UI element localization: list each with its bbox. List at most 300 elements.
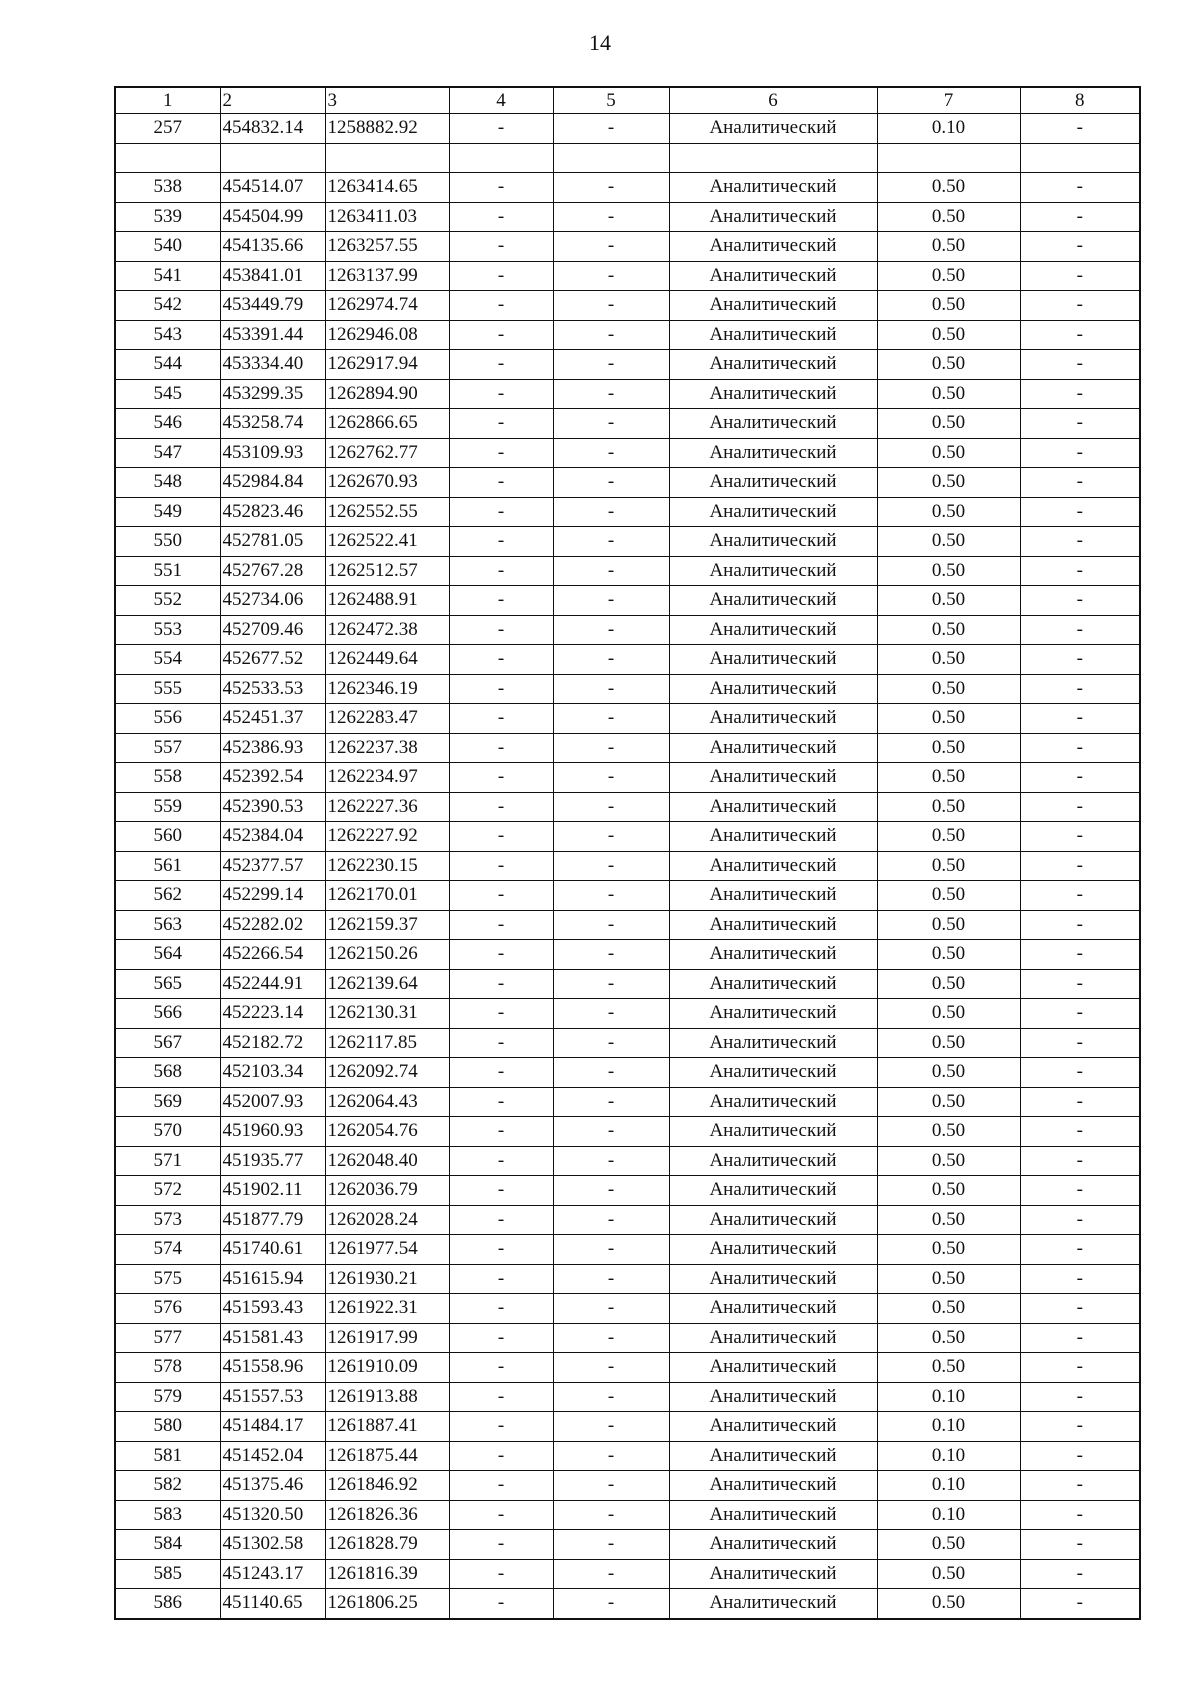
table-cell: - bbox=[449, 320, 553, 350]
table-cell: - bbox=[553, 792, 669, 822]
table-cell: 451902.11 bbox=[220, 1176, 325, 1206]
table-cell: - bbox=[449, 202, 553, 232]
table-cell: 452451.37 bbox=[220, 704, 325, 734]
table-row bbox=[115, 704, 1140, 734]
table-cell: 1262946.08 bbox=[325, 320, 449, 350]
table-row bbox=[115, 1176, 1140, 1206]
table-cell: 454504.99 bbox=[220, 202, 325, 232]
table-cell: - bbox=[1020, 674, 1140, 704]
table-cell: 579 bbox=[115, 1382, 220, 1412]
table-cell: 1262552.55 bbox=[325, 497, 449, 527]
table-cell: 1262522.41 bbox=[325, 527, 449, 557]
table-cell: - bbox=[553, 851, 669, 881]
table-cell: - bbox=[1020, 438, 1140, 468]
table-cell bbox=[220, 143, 325, 173]
table-cell: - bbox=[1020, 1471, 1140, 1501]
table-row bbox=[115, 143, 1140, 173]
table-cell: - bbox=[1020, 1117, 1140, 1147]
table-cell: 0.50 bbox=[877, 1058, 1020, 1088]
table-cell: - bbox=[553, 202, 669, 232]
table-cell: - bbox=[553, 379, 669, 409]
table-cell: - bbox=[449, 1176, 553, 1206]
table-cell: Аналитический bbox=[669, 173, 877, 203]
table-cell: 1262150.26 bbox=[325, 940, 449, 970]
table-cell: 1261977.54 bbox=[325, 1235, 449, 1265]
table-cell: Аналитический bbox=[669, 1471, 877, 1501]
table-cell: 451935.77 bbox=[220, 1146, 325, 1176]
table-row bbox=[115, 1117, 1140, 1147]
table-cell: - bbox=[1020, 291, 1140, 321]
table-cell: Аналитический bbox=[669, 1382, 877, 1412]
table-cell: 452781.05 bbox=[220, 527, 325, 557]
table-cell: 451960.93 bbox=[220, 1117, 325, 1147]
table-cell: - bbox=[553, 940, 669, 970]
table-cell: - bbox=[1020, 114, 1140, 144]
table-cell: 0.10 bbox=[877, 1500, 1020, 1530]
table-cell: 452182.72 bbox=[220, 1028, 325, 1058]
table-cell: - bbox=[1020, 1441, 1140, 1471]
table-cell: - bbox=[553, 586, 669, 616]
table-cell: 1262230.15 bbox=[325, 851, 449, 881]
table-cell: 546 bbox=[115, 409, 220, 439]
table-cell: 453334.40 bbox=[220, 350, 325, 380]
table-cell: - bbox=[1020, 586, 1140, 616]
table-row bbox=[115, 261, 1140, 291]
table-cell: - bbox=[1020, 497, 1140, 527]
table-cell: Аналитический bbox=[669, 1500, 877, 1530]
table-cell: - bbox=[553, 733, 669, 763]
table-row bbox=[115, 291, 1140, 321]
table-cell: 581 bbox=[115, 1441, 220, 1471]
table-cell: 538 bbox=[115, 173, 220, 203]
table-cell: - bbox=[1020, 763, 1140, 793]
table-cell: 452533.53 bbox=[220, 674, 325, 704]
table-cell: - bbox=[449, 1205, 553, 1235]
table-cell: 454832.14 bbox=[220, 114, 325, 144]
table-cell: 452734.06 bbox=[220, 586, 325, 616]
table-cell: 1261816.39 bbox=[325, 1559, 449, 1589]
table-row bbox=[115, 969, 1140, 999]
table-cell: 541 bbox=[115, 261, 220, 291]
table-cell: 575 bbox=[115, 1264, 220, 1294]
table-cell: - bbox=[449, 1087, 553, 1117]
table-cell: 577 bbox=[115, 1323, 220, 1353]
table-cell: - bbox=[1020, 969, 1140, 999]
table-body bbox=[115, 114, 1140, 1619]
table-cell: 452377.57 bbox=[220, 851, 325, 881]
table-cell: 1263411.03 bbox=[325, 202, 449, 232]
table-cell: 570 bbox=[115, 1117, 220, 1147]
table-cell: 1263257.55 bbox=[325, 232, 449, 262]
table-cell: 564 bbox=[115, 940, 220, 970]
table-cell: 451558.96 bbox=[220, 1353, 325, 1383]
table-cell: 0.50 bbox=[877, 468, 1020, 498]
table-cell: - bbox=[1020, 1500, 1140, 1530]
table-cell: - bbox=[1020, 1235, 1140, 1265]
table-cell: - bbox=[1020, 1264, 1140, 1294]
table-cell: 0.50 bbox=[877, 969, 1020, 999]
table-cell: 452244.91 bbox=[220, 969, 325, 999]
table-cell: 0.50 bbox=[877, 1323, 1020, 1353]
table-cell: - bbox=[1020, 1087, 1140, 1117]
table-cell: - bbox=[1020, 1323, 1140, 1353]
table-cell: 451375.46 bbox=[220, 1471, 325, 1501]
table-row bbox=[115, 1235, 1140, 1265]
table-cell: Аналитический bbox=[669, 733, 877, 763]
table-cell: - bbox=[1020, 1353, 1140, 1383]
table-cell: Аналитический bbox=[669, 409, 877, 439]
table-header-row bbox=[115, 87, 1140, 114]
table-cell: 0.50 bbox=[877, 173, 1020, 203]
table-cell: - bbox=[449, 1441, 553, 1471]
table-cell: Аналитический bbox=[669, 1146, 877, 1176]
table-cell: - bbox=[553, 1559, 669, 1589]
table-cell: 453109.93 bbox=[220, 438, 325, 468]
table-cell: 0.50 bbox=[877, 350, 1020, 380]
table-cell: - bbox=[449, 645, 553, 675]
table-cell: - bbox=[1020, 320, 1140, 350]
table-cell: 1262130.31 bbox=[325, 999, 449, 1029]
table-cell: - bbox=[449, 1500, 553, 1530]
table-cell: 1262048.40 bbox=[325, 1146, 449, 1176]
table-cell: 1261922.31 bbox=[325, 1294, 449, 1324]
table-row bbox=[115, 615, 1140, 645]
table-cell: - bbox=[449, 1028, 553, 1058]
table-cell: 0.50 bbox=[877, 674, 1020, 704]
table-cell: - bbox=[1020, 350, 1140, 380]
table-cell: - bbox=[553, 1176, 669, 1206]
table-row bbox=[115, 556, 1140, 586]
table-cell: - bbox=[449, 438, 553, 468]
table-cell bbox=[449, 143, 553, 173]
table-cell bbox=[115, 143, 220, 173]
table-cell: - bbox=[449, 1323, 553, 1353]
table-cell: 571 bbox=[115, 1146, 220, 1176]
table-cell: 0.10 bbox=[877, 1382, 1020, 1412]
table-cell: 0.50 bbox=[877, 497, 1020, 527]
table-cell: 452386.93 bbox=[220, 733, 325, 763]
table-row bbox=[115, 733, 1140, 763]
table-cell: 452103.34 bbox=[220, 1058, 325, 1088]
table-cell: 452677.52 bbox=[220, 645, 325, 675]
table-cell: - bbox=[553, 1028, 669, 1058]
table-row bbox=[115, 851, 1140, 881]
table-cell: 0.50 bbox=[877, 409, 1020, 439]
table-cell: 1261875.44 bbox=[325, 1441, 449, 1471]
table-cell: - bbox=[449, 851, 553, 881]
table-cell: Аналитический bbox=[669, 1058, 877, 1088]
table-row bbox=[115, 1559, 1140, 1589]
table-cell: 545 bbox=[115, 379, 220, 409]
table-row bbox=[115, 1205, 1140, 1235]
table-row bbox=[115, 114, 1140, 144]
table-cell: - bbox=[449, 527, 553, 557]
table-cell: - bbox=[553, 999, 669, 1029]
table-cell: - bbox=[553, 1235, 669, 1265]
table-cell: 0.50 bbox=[877, 1294, 1020, 1324]
table-cell: - bbox=[553, 556, 669, 586]
table-cell: - bbox=[449, 999, 553, 1029]
table-cell: Аналитический bbox=[669, 1028, 877, 1058]
table-cell: - bbox=[1020, 468, 1140, 498]
table-cell: Аналитический bbox=[669, 320, 877, 350]
table-cell: 569 bbox=[115, 1087, 220, 1117]
table-cell: Аналитический bbox=[669, 232, 877, 262]
table-cell: - bbox=[1020, 1559, 1140, 1589]
table-cell: 576 bbox=[115, 1294, 220, 1324]
table-cell: 0.50 bbox=[877, 586, 1020, 616]
table-cell: - bbox=[553, 1146, 669, 1176]
table-cell: - bbox=[1020, 940, 1140, 970]
table-cell: 0.10 bbox=[877, 1471, 1020, 1501]
table-cell: 1261913.88 bbox=[325, 1382, 449, 1412]
table-cell: 573 bbox=[115, 1205, 220, 1235]
table-cell: - bbox=[449, 1559, 553, 1589]
table-cell: Аналитический bbox=[669, 1294, 877, 1324]
table-cell: - bbox=[553, 1412, 669, 1442]
table-cell: - bbox=[1020, 881, 1140, 911]
table-cell: 451877.79 bbox=[220, 1205, 325, 1235]
table-cell: 0.50 bbox=[877, 792, 1020, 822]
table-cell: - bbox=[449, 969, 553, 999]
table-cell: - bbox=[553, 173, 669, 203]
table-row bbox=[115, 1294, 1140, 1324]
table-cell: - bbox=[449, 881, 553, 911]
table-cell: Аналитический bbox=[669, 851, 877, 881]
table-cell bbox=[553, 143, 669, 173]
table-cell: - bbox=[553, 320, 669, 350]
table-cell: - bbox=[1020, 1589, 1140, 1619]
table-cell: - bbox=[1020, 409, 1140, 439]
table-row bbox=[115, 350, 1140, 380]
table-cell: 451581.43 bbox=[220, 1323, 325, 1353]
table-cell: - bbox=[1020, 202, 1140, 232]
table-cell: Аналитический bbox=[669, 1176, 877, 1206]
column-header-5: 5 bbox=[553, 87, 669, 114]
table-cell: 1262917.94 bbox=[325, 350, 449, 380]
table-cell: - bbox=[449, 763, 553, 793]
table-cell: Аналитический bbox=[669, 881, 877, 911]
table-cell: 563 bbox=[115, 910, 220, 940]
table-cell: - bbox=[1020, 1176, 1140, 1206]
table-cell: - bbox=[1020, 910, 1140, 940]
table-cell: Аналитический bbox=[669, 940, 877, 970]
table-cell: - bbox=[449, 1146, 553, 1176]
table-cell: - bbox=[449, 232, 553, 262]
table-cell: - bbox=[553, 527, 669, 557]
table-cell: 1261826.36 bbox=[325, 1500, 449, 1530]
table-cell: - bbox=[449, 1294, 553, 1324]
table-cell: Аналитический bbox=[669, 497, 877, 527]
table-cell: - bbox=[553, 438, 669, 468]
coordinates-table bbox=[114, 86, 1141, 1620]
table-cell: - bbox=[553, 1500, 669, 1530]
table-cell: - bbox=[553, 1471, 669, 1501]
table-cell: 1262762.77 bbox=[325, 438, 449, 468]
table-cell: - bbox=[449, 1530, 553, 1560]
column-header-7: 7 bbox=[877, 87, 1020, 114]
table-cell: 0.50 bbox=[877, 763, 1020, 793]
table-cell: 562 bbox=[115, 881, 220, 911]
table-cell: 1262449.64 bbox=[325, 645, 449, 675]
table-row bbox=[115, 1382, 1140, 1412]
table-cell: 0.50 bbox=[877, 556, 1020, 586]
table-cell: Аналитический bbox=[669, 291, 877, 321]
table-cell bbox=[669, 143, 877, 173]
table-cell: 451593.43 bbox=[220, 1294, 325, 1324]
table-row bbox=[115, 1589, 1140, 1619]
table-row bbox=[115, 1264, 1140, 1294]
table-row bbox=[115, 173, 1140, 203]
table-cell: 452282.02 bbox=[220, 910, 325, 940]
table-cell: 585 bbox=[115, 1559, 220, 1589]
table-cell: - bbox=[553, 763, 669, 793]
table-cell: 1262670.93 bbox=[325, 468, 449, 498]
table-cell: 452392.54 bbox=[220, 763, 325, 793]
table-row bbox=[115, 822, 1140, 852]
table-cell: 559 bbox=[115, 792, 220, 822]
table-cell: 1263414.65 bbox=[325, 173, 449, 203]
table-cell: - bbox=[1020, 1382, 1140, 1412]
table-cell: - bbox=[553, 1205, 669, 1235]
table-cell: 0.50 bbox=[877, 261, 1020, 291]
table-cell: 451320.50 bbox=[220, 1500, 325, 1530]
page-number: 14 bbox=[589, 30, 611, 55]
table-cell: - bbox=[553, 1323, 669, 1353]
table-cell: 1263137.99 bbox=[325, 261, 449, 291]
table-cell: 582 bbox=[115, 1471, 220, 1501]
table-cell: Аналитический bbox=[669, 1205, 877, 1235]
table-cell: 451140.65 bbox=[220, 1589, 325, 1619]
table-cell: 452984.84 bbox=[220, 468, 325, 498]
table-cell: Аналитический bbox=[669, 969, 877, 999]
table-cell: 452390.53 bbox=[220, 792, 325, 822]
table-cell: 1262234.97 bbox=[325, 763, 449, 793]
table-cell: 1262227.92 bbox=[325, 822, 449, 852]
table-cell: 549 bbox=[115, 497, 220, 527]
table-cell: - bbox=[449, 704, 553, 734]
table-cell: - bbox=[553, 497, 669, 527]
table-cell: - bbox=[553, 1117, 669, 1147]
table-cell: 0.50 bbox=[877, 1530, 1020, 1560]
table-cell: 257 bbox=[115, 114, 220, 144]
table-cell: 565 bbox=[115, 969, 220, 999]
table-cell: 453391.44 bbox=[220, 320, 325, 350]
table-cell: - bbox=[449, 674, 553, 704]
table-cell: - bbox=[1020, 851, 1140, 881]
table-cell: Аналитический bbox=[669, 999, 877, 1029]
table-cell: Аналитический bbox=[669, 1323, 877, 1353]
table-cell: - bbox=[449, 350, 553, 380]
table-cell: 574 bbox=[115, 1235, 220, 1265]
table-cell: - bbox=[553, 1058, 669, 1088]
table-cell: Аналитический bbox=[669, 1412, 877, 1442]
table-cell: 1261910.09 bbox=[325, 1353, 449, 1383]
table-row bbox=[115, 1353, 1140, 1383]
table-cell: 1261917.99 bbox=[325, 1323, 449, 1353]
table-row bbox=[115, 940, 1140, 970]
table-cell: - bbox=[1020, 556, 1140, 586]
table-cell: 556 bbox=[115, 704, 220, 734]
table-cell: - bbox=[553, 232, 669, 262]
column-header-8: 8 bbox=[1020, 87, 1140, 114]
table-cell: - bbox=[449, 586, 553, 616]
table-row bbox=[115, 1146, 1140, 1176]
table-cell: 452266.54 bbox=[220, 940, 325, 970]
table-cell: 1262054.76 bbox=[325, 1117, 449, 1147]
table-cell: 0.50 bbox=[877, 291, 1020, 321]
table-cell: 1262237.38 bbox=[325, 733, 449, 763]
table-cell: - bbox=[449, 1264, 553, 1294]
table-cell: - bbox=[553, 615, 669, 645]
table-cell: - bbox=[553, 1530, 669, 1560]
table-row bbox=[115, 468, 1140, 498]
table-cell: - bbox=[553, 704, 669, 734]
table-cell: Аналитический bbox=[669, 792, 877, 822]
table-cell: - bbox=[553, 1353, 669, 1383]
table-cell: - bbox=[1020, 792, 1140, 822]
table-row bbox=[115, 1471, 1140, 1501]
table-cell bbox=[325, 143, 449, 173]
table-cell: - bbox=[449, 733, 553, 763]
table-cell: Аналитический bbox=[669, 468, 877, 498]
table-cell: 543 bbox=[115, 320, 220, 350]
table-cell: Аналитический bbox=[669, 1353, 877, 1383]
table-cell: 1258882.92 bbox=[325, 114, 449, 144]
table-cell: Аналитический bbox=[669, 645, 877, 675]
table-cell: - bbox=[449, 822, 553, 852]
table-cell: 0.50 bbox=[877, 379, 1020, 409]
table-cell: - bbox=[1020, 1530, 1140, 1560]
table-cell: 0.50 bbox=[877, 232, 1020, 262]
table-cell: 0.50 bbox=[877, 704, 1020, 734]
table-cell: 452384.04 bbox=[220, 822, 325, 852]
table-cell: - bbox=[449, 1382, 553, 1412]
table-cell: 1262036.79 bbox=[325, 1176, 449, 1206]
table-cell: 0.50 bbox=[877, 851, 1020, 881]
table-cell: - bbox=[1020, 615, 1140, 645]
table-row bbox=[115, 999, 1140, 1029]
table-cell: Аналитический bbox=[669, 1117, 877, 1147]
table-cell: 454135.66 bbox=[220, 232, 325, 262]
table-cell: 452223.14 bbox=[220, 999, 325, 1029]
table-cell: 453299.35 bbox=[220, 379, 325, 409]
table-cell: 544 bbox=[115, 350, 220, 380]
table-cell: 452007.93 bbox=[220, 1087, 325, 1117]
table-row bbox=[115, 586, 1140, 616]
table-cell: - bbox=[1020, 261, 1140, 291]
table-cell: 451557.53 bbox=[220, 1382, 325, 1412]
table-cell: - bbox=[553, 1264, 669, 1294]
table-row bbox=[115, 379, 1140, 409]
table-cell: 1262064.43 bbox=[325, 1087, 449, 1117]
table-cell: 553 bbox=[115, 615, 220, 645]
table-cell: - bbox=[553, 1441, 669, 1471]
table-cell: - bbox=[1020, 1412, 1140, 1442]
table-cell: 566 bbox=[115, 999, 220, 1029]
table-cell: Аналитический bbox=[669, 910, 877, 940]
column-header-6: 6 bbox=[669, 87, 877, 114]
table-cell: 568 bbox=[115, 1058, 220, 1088]
table-cell: 0.50 bbox=[877, 527, 1020, 557]
table-cell: - bbox=[1020, 1146, 1140, 1176]
table-cell: 1262866.65 bbox=[325, 409, 449, 439]
table-cell: 451484.17 bbox=[220, 1412, 325, 1442]
table-cell: Аналитический bbox=[669, 1589, 877, 1619]
table-cell: - bbox=[553, 645, 669, 675]
table-cell: 454514.07 bbox=[220, 173, 325, 203]
table-cell: - bbox=[553, 969, 669, 999]
